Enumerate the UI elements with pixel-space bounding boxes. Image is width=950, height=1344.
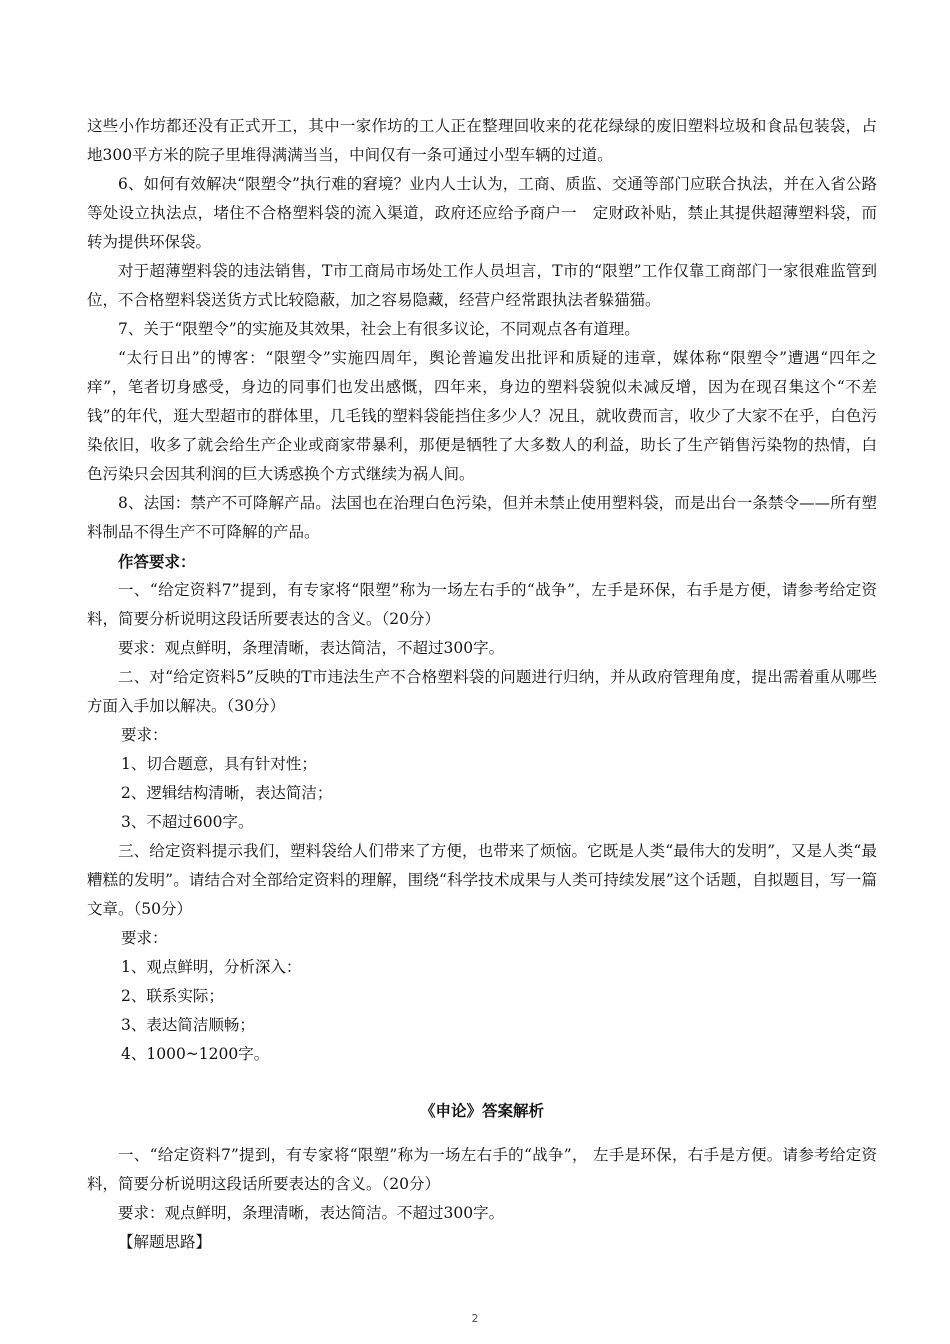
question-3-requirement: 4、1000~1200字。 [121, 1045, 270, 1063]
question-2-requirement: 3、不超过600字。 [121, 813, 254, 831]
question-3-requirement: 1、观点鲜明，分析深入： [121, 958, 302, 976]
paragraph-item-6: 6、如何有效解决“限塑令”执行难的窘境？业内人士认为，工商、质监、交通等部门应联合执法，并在入省公路等处设立执法点，堵住不合格塑料袋的流入渠道，政府还应给予商户一 定财政补贴，禁止其提供超薄塑料袋，而转为提供环保袋。 [87, 175, 877, 251]
paragraph-item-8: 8、法国：禁产不可降解产品。法国也在治理白色污染，但并未禁止使用塑料袋，而是出台一条禁令——所有塑料制品不得生产不可降解的产品。 [87, 494, 877, 541]
question-2: 二、对“给定资料5”反映的T市违法生产不合格塑料袋的问题进行归纳，并从政府管理角度，提出需着重从哪些方面入手加以解决。（30分） [87, 668, 877, 715]
requirements-heading: 作答要求： [118, 552, 196, 571]
paragraph-workshops: 这些小作坊都还没有正式开工，其中一家作坊的工人正在整理回收来的花花绿绿的废旧塑料垃圾和食品包装袋，占地300平方米的院子里堆得满满当当，中间仅有一条可通过小型车辆的过道。 [87, 117, 877, 164]
answer-section-title: 《申论》答案解析 [419, 1101, 544, 1120]
page-number: 2 [471, 1312, 479, 1325]
answer-question-1-requirement: 要求：观点鲜明，条理清晰，表达简洁。不超过300字。 [118, 1203, 505, 1222]
question-3-requirement: 3、表达简洁顺畅； [121, 1016, 255, 1034]
question-2-requirement: 2、逻辑结构清晰，表达简洁； [121, 784, 333, 802]
paragraph-t-city-sales: 对于超薄塑料袋的违法销售，T市工商局市场处工作人员坦言，T市的“限塑”工作仅靠工商部门一家很难监管到位，不合格塑料袋送货方式比较隐蔽，加之容易隐藏，经营户经常跟执法者躲猫猫。 [87, 262, 877, 309]
question-3-requirement: 2、联系实际； [121, 987, 224, 1005]
question-2-requirement-label: 要求： [121, 726, 168, 744]
paragraph-blog: “太行日出”的博客：“限塑令”实施四周年，舆论普遍发出批评和质疑的违章，媒体称“限塑令”遭遇“四年之痒”，笔者切身感受，身边的同事们也发出感慨，四年来，身边的塑料袋貌似未减反增，因为在现召集这个“不差钱”的年代，逛大型超市的群体里，几毛钱的塑料袋能挡住多少人？况且，就收费而言，收少了大家不在乎，白色污染依旧，收多了就会给生产企业或商家带暴利，那便是牺牲了大多数人的利益，助长了生产销售污染物的热情，白色污染只会因其利润的巨大诱惑换个方式继续为祸人间。 [87, 349, 877, 483]
question-3-requirement-label: 要求： [121, 929, 168, 947]
answer-approach-heading: 【解题思路】 [118, 1232, 212, 1251]
paragraph-item-7: 7、关于“限塑令”的实施及其效果，社会上有很多议论，不同观点各有道理。 [118, 320, 640, 338]
question-1: 一、“给定资料7”提到，有专家将“限塑”称为一场左右手的“战争”，左手是环保，右手是方便，请参考给定资料，简要分析说明这段话所要表达的含义。（20分） [87, 581, 877, 628]
document-body [87, 112, 877, 1257]
question-3: 三、给定资料提示我们，塑料袋给人们带来了方便，也带来了烦恼。它既是人类“最伟大的发明”，又是人类“最糟糕的发明”。请结合对全部给定资料的理解，围绕“科学技术成果与人类可持续发展”这个话题，自拟题目，写一篇文章。（50分） [87, 842, 877, 918]
answer-question-1: 一、“给定资料7”提到，有专家将“限塑”称为一场左右手的“战争”， 左手是环保，右手是方便。请参考给定资料，简要分析说明这段话所要表达的含义。（20分） [87, 1145, 877, 1193]
question-2-requirement: 1、切合题意，具有针对性； [121, 755, 317, 773]
question-1-requirement: 要求：观点鲜明，条理清晰，表达简洁，不超过300字。 [118, 639, 505, 657]
